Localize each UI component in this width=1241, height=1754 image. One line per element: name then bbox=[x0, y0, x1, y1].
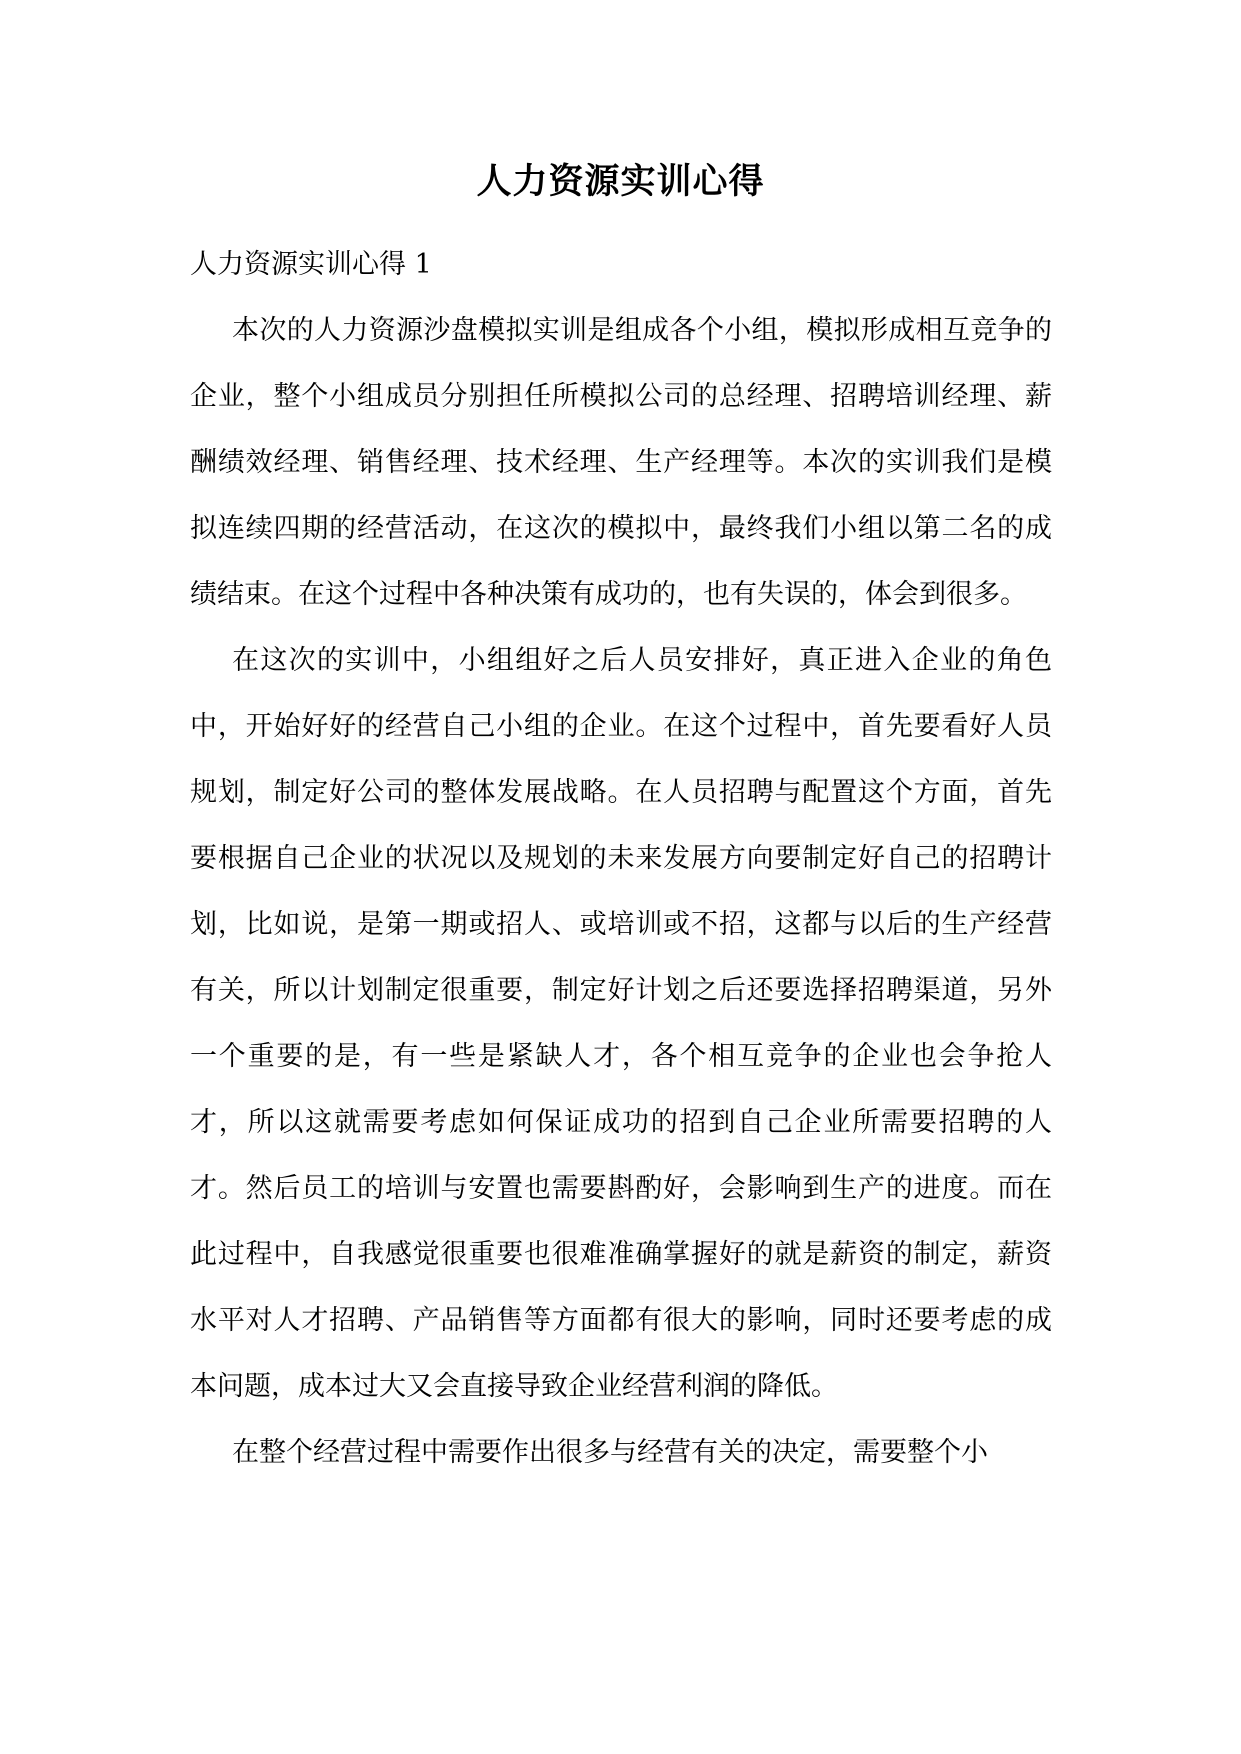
document-body bbox=[190, 232, 1052, 1486]
document-title: 人力资源实训心得 bbox=[476, 161, 765, 202]
section-heading: 人力资源实训心得 1 bbox=[190, 249, 432, 280]
paragraph-2: 在这次的实训中，小组组好之后人员安排好，真正进入企业的角色中，开始好好的经营自己小组的企业。在这个过程中，首先要看好人员规划，制定好公司的整体发展战略。在人员招聘与配置这个方面，首先要根据自己企业的状况以及规划的未来发展方向要制定好自己的招聘计划，比如说，是第一期或招人、或培训或不招，这都与以后的生产经营有关，所以计划制定很重要，制定好计划之后还要选择招聘渠道，另外一个重要的是，有一些是紧缺人才，各个相互竞争的企业也会争抢人才，所以这就需要考虑如何保证成功的招到自己企业所需要招聘的人才。然后员工的培训与安置也需要斟酌好，会影响到生产的进度。而在此过程中，自我感觉很重要也很难准确掌握好的就是薪资的制定，薪资水平对人才招聘、产品销售等方面都有很大的影响，同时还要考虑的成本问题，成本过大又会直接导致企业经营利润的降低。 bbox=[190, 645, 1052, 1402]
paragraph-3: 在整个经营过程中需要作出很多与经营有关的决定，需要整个小 bbox=[232, 1437, 988, 1468]
paragraph-1: 本次的人力资源沙盘模拟实训是组成各个小组，模拟形成相互竞争的企业，整个小组成员分别担任所模拟公司的总经理、招聘培训经理、薪酬绩效经理、销售经理、技术经理、生产经理等。本次的实训我们是模拟连续四期的经营活动，在这次的模拟中，最终我们小组以第二名的成绩结束。在这个过程中各种决策有成功的，也有失误的，体会到很多。 bbox=[190, 315, 1052, 610]
